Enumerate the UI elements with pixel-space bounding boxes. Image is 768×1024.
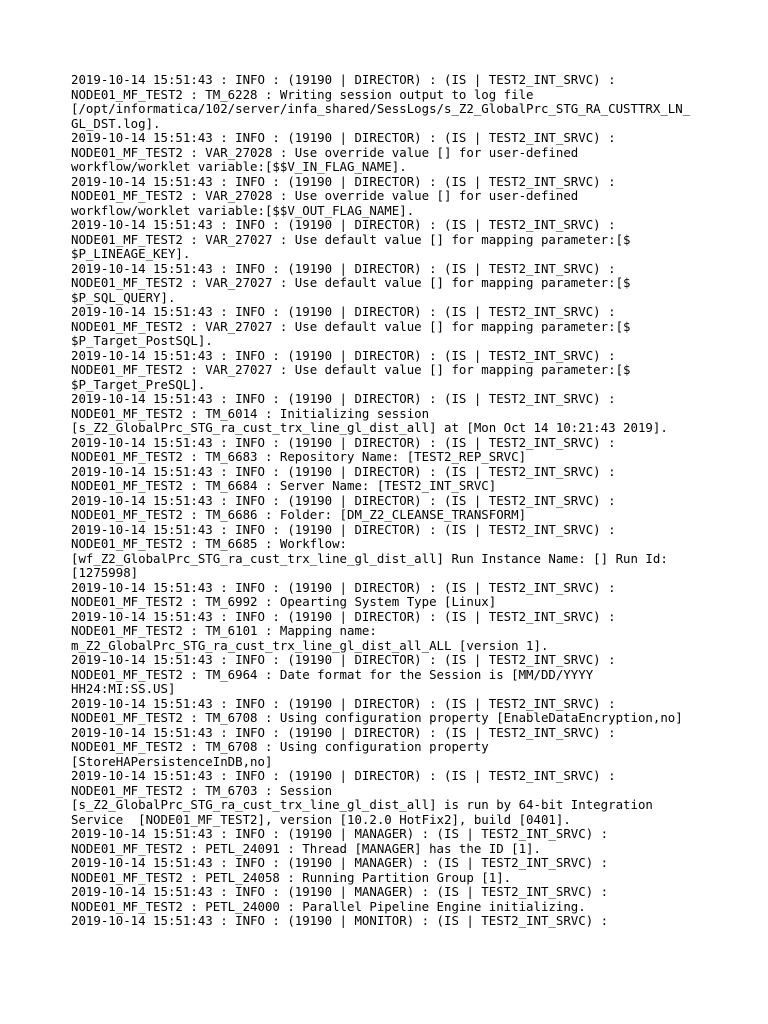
- log-entry: 2019-10-14 15:51:43 : INFO : (19190 | MANAGER) : (IS | TEST2_INT_SRVC) : NODE01_MF_TEST2 : PETL_24058 : Running Partition Group [1].: [71, 855, 609, 885]
- log-entry: 2019-10-14 15:51:43 : INFO : (19190 | DIRECTOR) : (IS | TEST2_INT_SRVC) : NODE01_MF_TEST2 : VAR_27027 : Use default value [] for mapping parameter:[$ $P_Target_PostSQL].: [71, 304, 631, 348]
- log-entry: 2019-10-14 15:51:43 : INFO : (19190 | MANAGER) : (IS | TEST2_INT_SRVC) : NODE01_MF_TEST2 : PETL_24091 : Thread [MANAGER] has the ID [1].: [71, 826, 609, 856]
- log-entry: 2019-10-14 15:51:43 : INFO : (19190 | DIRECTOR) : (IS | TEST2_INT_SRVC) : NODE01_MF_TEST2 : TM_6708 : Using configuration property [EnableDataEncryption,no]: [71, 695, 683, 725]
- log-entry: 2019-10-14 15:51:43 : INFO : (19190 | DIRECTOR) : (IS | TEST2_INT_SRVC) : NODE01_MF_TEST2 : TM_6964 : Date format for the Session is [MM/DD/YYYY HH24:MI:SS.US]: [71, 652, 616, 696]
- log-entry: 2019-10-14 15:51:43 : INFO : (19190 | DIRECTOR) : (IS | TEST2_INT_SRVC) : NODE01_MF_TEST2 : TM_6992 : Opearting System Type [Linux]: [71, 579, 616, 609]
- log-entry: 2019-10-14 15:51:43 : INFO : (19190 | DIRECTOR) : (IS | TEST2_INT_SRVC) : NODE01_MF_TEST2 : VAR_27027 : Use default value [] for mapping parameter:[$ $P_LINEAGE_KEY].: [71, 217, 631, 261]
- log-entry: 2019-10-14 15:51:43 : INFO : (19190 | DIRECTOR) : (IS | TEST2_INT_SRVC) : NODE01_MF_TEST2 : TM_6685 : Workflow: [wf_Z2_GlobalPrc_STG_ra_cust_trx_line_gl_dist_all] Run Instance Name: [] Run Id: [1275998]: [71, 521, 668, 580]
- log-entry: 2019-10-14 15:51:43 : INFO : (19190 | DIRECTOR) : (IS | TEST2_INT_SRVC) : NODE01_MF_TEST2 : VAR_27027 : Use default value [] for mapping parameter:[$ $P_SQL_QUERY].: [71, 260, 631, 305]
- log-entry: 2019-10-14 15:51:43 : INFO : (19190 | DIRECTOR) : (IS | TEST2_INT_SRVC) : NODE01_MF_TEST2 : TM_6228 : Writing session output to log file [/opt/informatica/102/server/infa_shared/SessLogs/s_Z2_GlobalPrc_STG_RA_CUSTTRX_LN_ GL_DST.log].: [71, 72, 691, 131]
- log-entry: 2019-10-14 15:51:43 : INFO : (19190 | DIRECTOR) : (IS | TEST2_INT_SRVC) : NODE01_MF_TEST2 : TM_6101 : Mapping name: m_Z2_GlobalPrc_STG_ra_cust_trx_line_gl_dist_all_ALL [version 1].: [71, 608, 616, 653]
- log-entry: 2019-10-14 15:51:43 : INFO : (19190 | DIRECTOR) : (IS | TEST2_INT_SRVC) : NODE01_MF_TEST2 : TM_6014 : Initializing session [s_Z2_GlobalPrc_STG_ra_cust_trx_line_gl_dist_all] at [Mon Oct 14 10:21:43 2019].: [71, 391, 668, 435]
- log-entry: 2019-10-14 15:51:43 : INFO : (19190 | DIRECTOR) : (IS | TEST2_INT_SRVC) : NODE01_MF_TEST2 : VAR_27028 : Use override value [] for user-defined workflow/worklet variable:[$$V_OUT_FLAG_NAME].: [71, 173, 616, 218]
- log-entry: 2019-10-14 15:51:43 : INFO : (19190 | DIRECTOR) : (IS | TEST2_INT_SRVC) : NODE01_MF_TEST2 : TM_6708 : Using configuration property [StoreHAPersistenceInDB,no]: [71, 724, 616, 769]
- log-entry: 2019-10-14 15:51:43 : INFO : (19190 | DIRECTOR) : (IS | TEST2_INT_SRVC) : NODE01_MF_TEST2 : VAR_27028 : Use override value [] for user-defined workflow/worklet variable:[$$V_IN_FLAG_NAME].: [71, 130, 616, 174]
- log-entry: 2019-10-14 15:51:43 : INFO : (19190 | MONITOR) : (IS | TEST2_INT_SRVC) :: [71, 913, 609, 928]
- log-entry: 2019-10-14 15:51:43 : INFO : (19190 | DIRECTOR) : (IS | TEST2_INT_SRVC) : NODE01_MF_TEST2 : VAR_27027 : Use default value [] for mapping parameter:[$ $P_Target_PreSQL].: [71, 347, 631, 392]
- session-log-page: [71, 73, 751, 929]
- log-entry: 2019-10-14 15:51:43 : INFO : (19190 | DIRECTOR) : (IS | TEST2_INT_SRVC) : NODE01_MF_TEST2 : TM_6686 : Folder: [DM_Z2_CLEANSE_TRANSFORM]: [71, 492, 616, 522]
- log-entry: 2019-10-14 15:51:43 : INFO : (19190 | DIRECTOR) : (IS | TEST2_INT_SRVC) : NODE01_MF_TEST2 : TM_6684 : Server Name: [TEST2_INT_SRVC]: [71, 463, 616, 493]
- log-entry: 2019-10-14 15:51:43 : INFO : (19190 | DIRECTOR) : (IS | TEST2_INT_SRVC) : NODE01_MF_TEST2 : TM_6703 : Session [s_Z2_GlobalPrc_STG_ra_cust_trx_line_gl_dist_all] is run by 64-bit Integration Service [NODE01_MF_TEST2], version [10.2.0 HotFix2], build [0401].: [71, 768, 653, 827]
- log-entry: 2019-10-14 15:51:43 : INFO : (19190 | DIRECTOR) : (IS | TEST2_INT_SRVC) : NODE01_MF_TEST2 : TM_6683 : Repository Name: [TEST2_REP_SRVC]: [71, 434, 616, 464]
- log-entry: 2019-10-14 15:51:43 : INFO : (19190 | MANAGER) : (IS | TEST2_INT_SRVC) : NODE01_MF_TEST2 : PETL_24000 : Parallel Pipeline Engine initializing.: [71, 884, 609, 914]
